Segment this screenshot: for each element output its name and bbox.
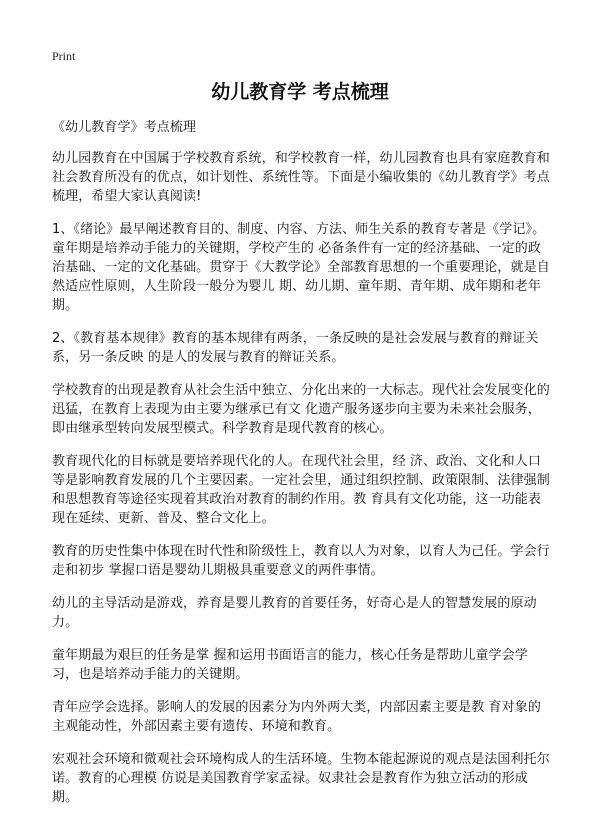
- paragraph-modernization: 教育现代化的目标就是要培养现代化的人。在现代社会里，经 济、政治、文化和人口等是影响教育发展的几个主要因素。一定社会里，通过组织控制、政策限制、法律强制和思想教育等途径实现着其政治对教育的制约作用。教 育具有文化功能，这一功能表现在延续、更新、普及、整合文化上。: [52, 454, 550, 526]
- paragraph-intro: 幼儿园教育在中国属于学校教育系统，和学校教育一样，幼儿园教育也具有家庭教育和社会教育所没有的优点，如计划性、系统性等。下面是小编收集的《幼儿教育学》考点梳理，希望大家认真阅读!: [52, 151, 550, 204]
- paragraph-play: 幼儿的主导活动是游戏，养育是婴儿教育的首要任务，好奇心是人的智慧发展的原动力。: [52, 596, 537, 630]
- paragraph-youth: 青年应学会选择。影响人的发展的因素分为内外两大类，内部因素主要是教 育对象的主观能动性，外部因素主要有遗传、环境和教育。: [52, 700, 541, 734]
- paragraph-historicity: 教育的历史性集中体现在时代性和阶级性上，教育以人为对象，以育人为己任。学会行走和初步 掌握口语是婴幼儿期极具重要意义的两件事情。: [52, 544, 550, 578]
- paragraph-basic-laws: 2、《教育基本规律》教育的基本规律有两条，一条反映的是社会发展与教育的辩证关系，另一条反映 的是人的发展与教育的辩证关系。: [52, 331, 539, 365]
- paragraph-school-education: 学校教育的出现是教育从社会生活中独立、分化出来的一大标志。现代社会发展变化的迅猛，在教育上表现为由主要为继承已有文 化遗产服务逐步向主要为未来社会服务，即由继承型转向发展型模式。科学教育是现代教育的核心。: [52, 383, 550, 436]
- paragraph-childhood: 童年期最为艰巨的任务是掌 握和运用书面语言的能力，核心任务是帮助儿童学会学习，也是培养动手能力的关键期。: [52, 648, 528, 682]
- paragraph-introduction-chapter: 1、《绪论》最早阐述教育目的、制度、内容、方法、师生关系的教育专著是《学记》。童年期是培养动手能力的关键期，学校产生的 必备条件有一定的经济基础、一定的政治基础、一定的文化基础。贯穿于《大教学论》全部教育思想的一个重要理论，就是自然适应性原则，人生阶段一般分为婴儿 期、幼儿期、童年期、青年期、成年期和老年期。: [52, 222, 550, 313]
- print-link[interactable]: Print: [52, 49, 76, 63]
- paragraph-environment: 宏观社会环境和微观社会环境构成人的生活环境。生物本能起源说的观点是法国利托尔诺。教育的心理模 仿说是美国教育学家孟禄。奴隶社会是教育作为独立活动的形成期。: [52, 752, 550, 805]
- article-subtitle: 《幼儿教育学》考点梳理: [52, 120, 197, 135]
- article-body: [52, 118, 550, 821]
- page-title: 幼儿教育学 考点梳理: [211, 81, 389, 103]
